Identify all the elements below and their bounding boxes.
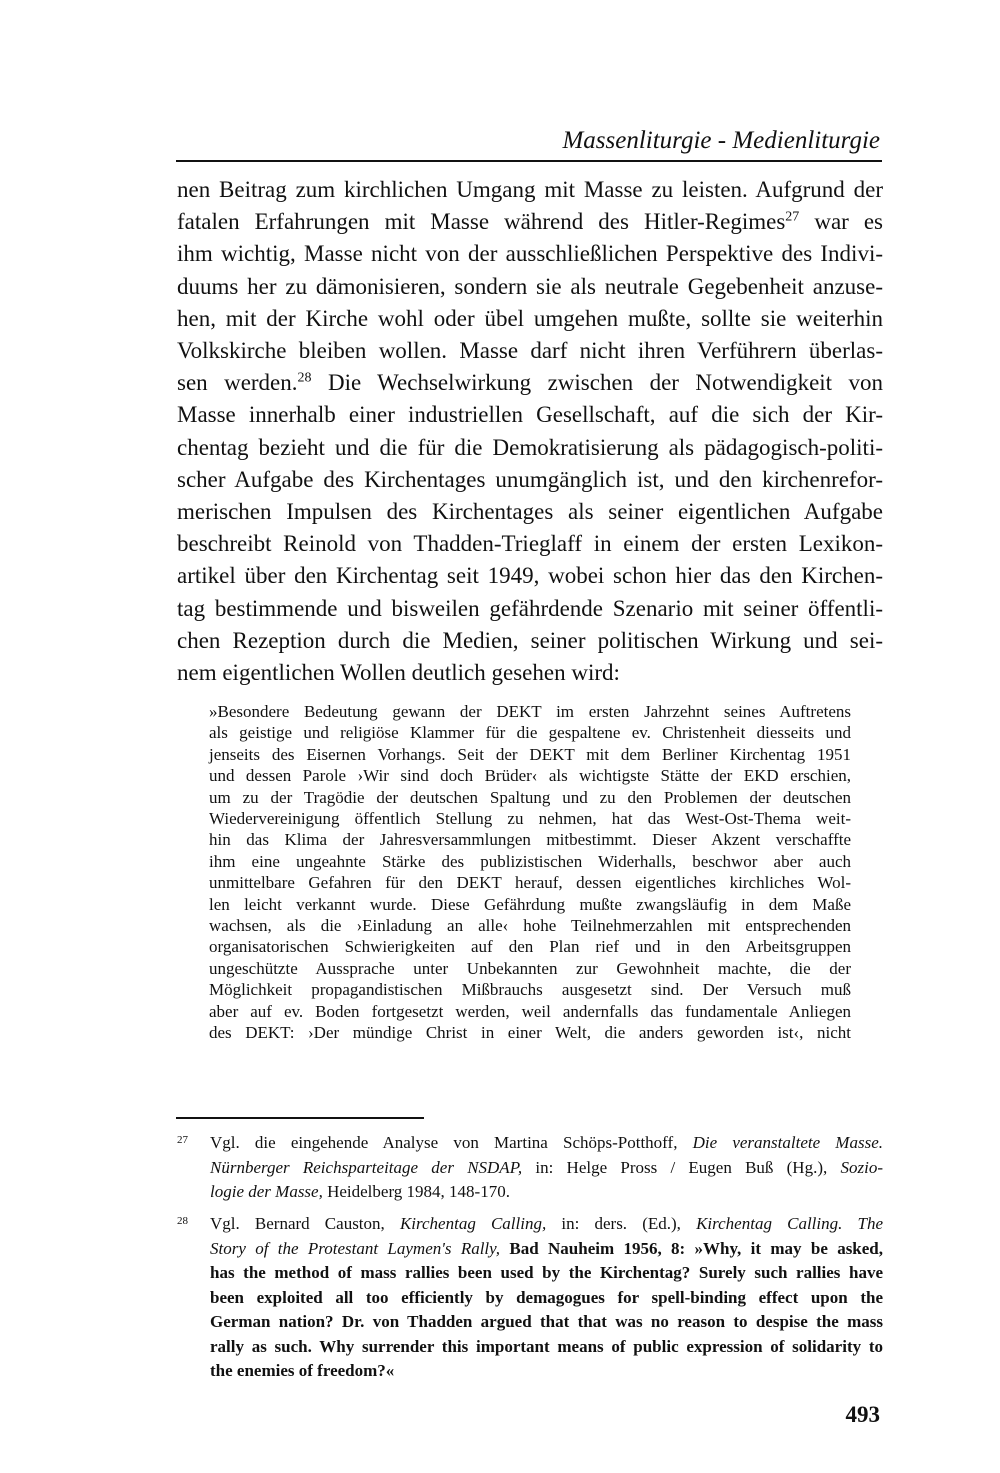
quote-line: jenseits des Eisernen Vorhangs. Seit der DEKT mit dem Berliner Kirchentag 1951 [209, 744, 851, 764]
footnote-number: 27 [177, 1134, 188, 1146]
body-line: nem eigentlichen Wollen deutlich gesehen wird: [177, 660, 620, 686]
quote-line: Möglichkeit propagandistischen Mißbrauchs ausgesetzt sind. Der Versuch muß [209, 980, 851, 1000]
body-paragraph [177, 174, 883, 689]
footnote-ref-28[interactable]: 28 [297, 370, 312, 386]
quote-line: ihm eine ungeahnte Stärke des publizistischen Widerhalls, beschwor aber auch [209, 851, 851, 871]
body-line: scher Aufgabe des Kirchentages unumgänglich ist, und den kirchenrefor- [177, 466, 883, 492]
footnote-line: German nation? Dr. von Thadden argued that that was no reason to despise the mass [210, 1312, 883, 1331]
quote-line: hin das Klima der Jahresversammlungen mitbestimmt. Dieser Akzent verschaffte [209, 830, 851, 850]
body-line: merischen Impulsen des Kirchentages als seiner eigentlichen Aufgabe [177, 499, 883, 525]
header-rule [176, 160, 882, 162]
footnote-line: Vgl. Bernard Causton, Kirchentag Calling, in: ders. (Ed.), Kirchentag Calling. The [210, 1214, 884, 1233]
footnote-rule [176, 1117, 424, 1119]
body-line: hen, mit der Kirche wohl oder übel umgehen mußte, sollte sie weiterhin [177, 305, 883, 331]
footnote-28 [177, 1212, 883, 1384]
body-line: artikel über den Kirchentag seit 1949, wobei schon hier das den Kirchen- [177, 563, 883, 589]
body-line: nen Beitrag zum kirchlichen Umgang mit Masse zu leisten. Aufgrund der [177, 177, 883, 202]
running-header: Massenliturgie - Medienliturgie [562, 127, 880, 154]
body-line: sen werden.$^{28}$ Die Wechselwirkung zwischen der Notwendigkeit von [177, 370, 883, 396]
body-line: chentag bezieht und die für die Demokratisierung als pädagogisch-politi- [177, 434, 883, 460]
page-number: 493 [845, 1402, 880, 1427]
footnote-line: the enemies of freedom?« [210, 1361, 395, 1380]
footnote-line: rally as such. Why surrender this important means of public expression of solidarity to [210, 1336, 883, 1356]
quote-line: wachsen, als die ›Einladung an alle‹ hohe Teilnehmerzahlen mit entsprechenden [209, 916, 851, 936]
body-line: beschreibt Reinold von Thadden-Trieglaff in einem der ersten Lexikon- [177, 531, 883, 557]
quote-line: unmittelbare Gefahren für den DEKT herauf, dessen eigentliches kirchliches Wol- [209, 873, 851, 893]
body-line: chen Rezeption durch die Medien, seiner politischen Wirkung und sei- [177, 627, 883, 653]
body-line: duums her zu dämonisieren, sondern sie als neutrale Gegebenheit anzuse- [177, 273, 883, 299]
body-line: Masse innerhalb einer industriellen Gesellschaft, auf die sich der Kir- [177, 402, 883, 428]
body-line: Volkskirche bleiben wollen. Masse darf nicht ihren Verführern überlas- [177, 338, 883, 364]
footnote-line: has the method of mass rallies been used by the Kirchentag? Surely such rallies have [210, 1263, 883, 1282]
quote-line: aber auf ev. Boden fortgesetzt werden, weil andernfalls das fundamentale Anliegen [209, 1001, 851, 1021]
body-line: fatalen Erfahrungen mit Masse während des Hitler-Regimes$^{27}$ war es [177, 209, 883, 235]
footnote-line: been exploited all too efficiently by demagogues for spell-binding effect upon the [210, 1287, 883, 1307]
footnote-line: Story of the Protestant Laymen's Rally, Bad Nauheim 1956, 8: »Why, it may be asked, [210, 1238, 884, 1258]
footnote-ref-27[interactable]: 27 [785, 209, 800, 225]
quote-line: und dessen Parole ›Wir sind doch Brüder‹ als wichtigste Stätte der EKD erschien, [209, 766, 851, 786]
footnote-number: 28 [177, 1215, 188, 1227]
body-line: ihm wichtig, Masse nicht von der ausschließlichen Perspektive des Indivi- [177, 241, 883, 267]
body-line: tag bestimmende und bisweilen gefährdende Szenario mit seiner öffentli- [177, 595, 883, 621]
footnote-line: Nürnberger Reichsparteitage der NSDAP, in: Helge Pross / Eugen Buß (Hg.), Sozio- [210, 1157, 883, 1177]
quote-line: als geistige und religiöse Klammer für die gespaltene ev. Christenheit diesseits und [209, 723, 851, 743]
quote-line: len leicht verkannt wurde. Diese Gefährdung mußte zwangsläufig in dem Maße [209, 894, 851, 914]
footnote-line: Vgl. die eingehende Analyse von Martina Schöps-Potthoff, Die veranstaltete Masse. [210, 1133, 883, 1152]
quote-line: Wiedervereinigung öffentlich Stellung zu nehmen, hat das West-Ost-Thema weit- [209, 809, 851, 829]
footnote-27 [177, 1131, 883, 1205]
quote-line: um zu der Tragödie der deutschen Spaltung und zu den Problemen der deutschen [209, 787, 851, 807]
quote-line: des DEKT: ›Der mündige Christ in einer Welt, die anders geworden ist‹, nicht [209, 1023, 851, 1043]
block-quote [209, 701, 851, 1044]
quote-line: »Besondere Bedeutung gewann der DEKT im ersten Jahrzehnt seines Auftretens [209, 702, 851, 721]
footnote-line: logie der Masse, Heidelberg 1984, 148-170. [210, 1182, 510, 1201]
quote-line: organisatorischen Schwierigkeiten auf den Plan rief und in den Arbeitsgruppen [209, 937, 851, 957]
quote-line: ungeschützte Aussprache unter Unbekannten zur Gewohnheit machte, die der [209, 958, 851, 978]
